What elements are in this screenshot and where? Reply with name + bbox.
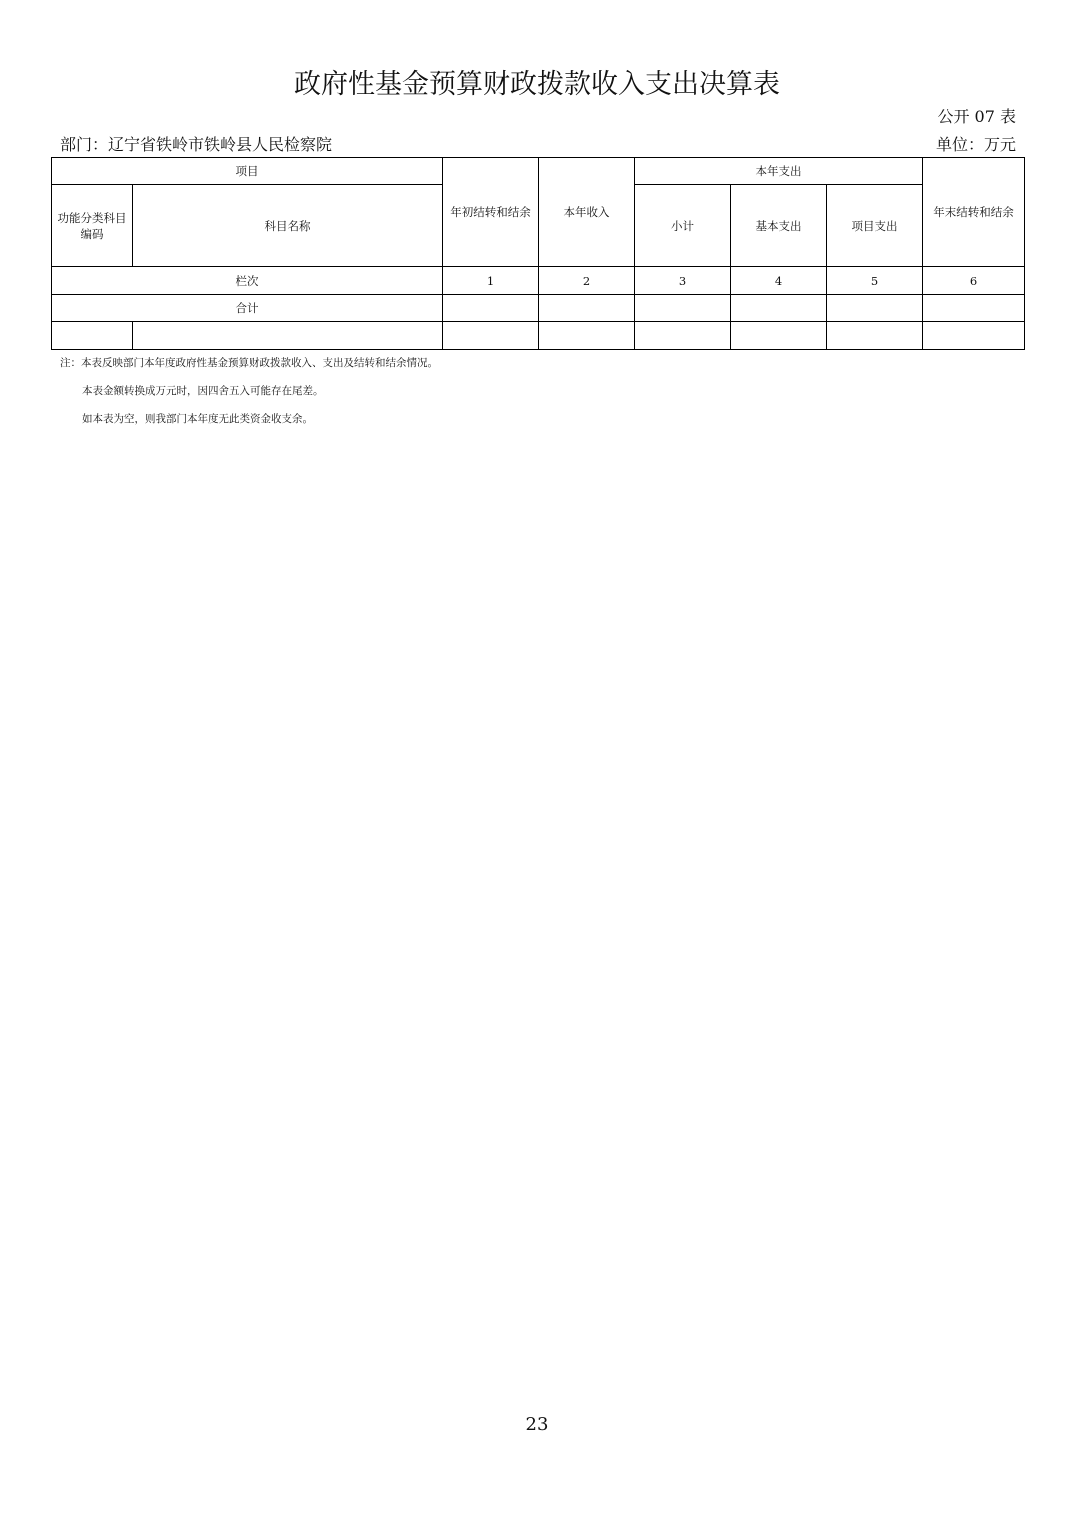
header-end-balance: 年末结转和结余 xyxy=(923,158,1025,267)
header-subtotal: 小计 xyxy=(635,185,731,267)
note-line: 本表金额转换成万元时，因四舍五入可能存在尾差。 xyxy=(82,385,324,397)
column-number-4: 4 xyxy=(731,267,827,295)
note-line: 注：本表反映部门本年度政府性基金预算财政拨款收入、支出及结转和结余情况。 xyxy=(60,357,438,369)
page-number: 23 xyxy=(525,1414,549,1435)
page-title: 政府性基金预算财政拨款收入支出决算表 xyxy=(294,69,780,100)
total-label: 合计 xyxy=(52,295,443,322)
header-basic-expense: 基本支出 xyxy=(731,185,827,267)
column-number-row xyxy=(52,267,1025,295)
form-code: 公开 07 表 xyxy=(937,107,1016,126)
unit-label: 单位：万元 xyxy=(935,135,1016,154)
column-number-1: 1 xyxy=(443,267,539,295)
table-row xyxy=(52,322,1025,350)
total-cell xyxy=(827,295,923,322)
row-value-cell xyxy=(923,322,1025,350)
notes xyxy=(60,356,438,440)
total-cell xyxy=(731,295,827,322)
header-expense-group: 本年支出 xyxy=(635,158,923,185)
total-cell xyxy=(635,295,731,322)
column-number-6: 6 xyxy=(923,267,1025,295)
header-subject-name: 科目名称 xyxy=(133,185,443,267)
header-income: 本年收入 xyxy=(539,158,635,267)
header-row-1 xyxy=(52,158,1025,185)
header-project-expense: 项目支出 xyxy=(827,185,923,267)
row-value-cell xyxy=(635,322,731,350)
row-name-cell xyxy=(133,322,443,350)
column-number-3: 3 xyxy=(635,267,731,295)
total-row xyxy=(52,295,1025,322)
row-value-cell xyxy=(827,322,923,350)
header-project: 项目 xyxy=(52,158,443,185)
row-value-cell xyxy=(443,322,539,350)
header-func-code: 功能分类科目编码 xyxy=(52,185,133,267)
total-cell xyxy=(923,295,1025,322)
column-number-5: 5 xyxy=(827,267,923,295)
row-value-cell xyxy=(731,322,827,350)
department-label: 部门：辽宁省铁岭市铁岭县人民检察院 xyxy=(60,135,333,154)
note-line: 如本表为空，则我部门本年度无此类资金收支余。 xyxy=(82,413,313,425)
header-begin-balance: 年初结转和结余 xyxy=(443,158,539,267)
row-value-cell xyxy=(539,322,635,350)
column-number-2: 2 xyxy=(539,267,635,295)
total-cell xyxy=(443,295,539,322)
row-code-cell xyxy=(52,322,133,350)
budget-table xyxy=(51,157,1025,350)
column-number-label: 栏次 xyxy=(52,267,443,295)
total-cell xyxy=(539,295,635,322)
